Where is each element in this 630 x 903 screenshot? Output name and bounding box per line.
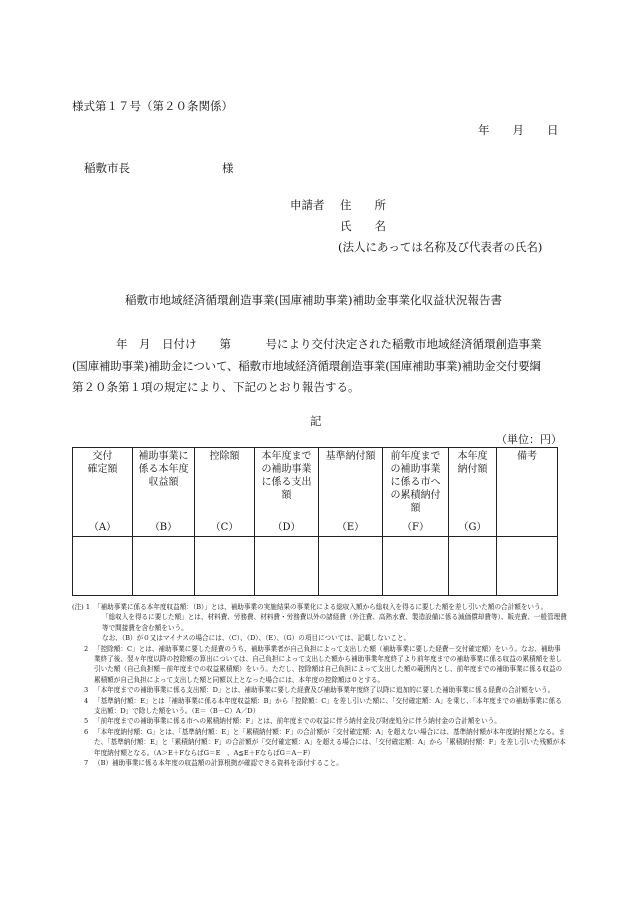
note-text: 「本年度納付額：G」とは、「基準納付額：E」と「累積納付額：F」の合計額が「交付確定額：A」を超えない場合には、基準納付額が本年度納付額となる。また、「基準納付額：E」と「累積納付額：F」の合計額が「交付確定額：A」を超える場合には、「交付確定額：A」から「累積納付額：F」を差し引いた残額が本年度納付額となる。（A＞E＋FならばG＝E 、A≦E＋FならばG＝A－F）	[94, 727, 566, 757]
col-g-letter: （G）	[458, 522, 487, 533]
form-number: 様式第１７号（第２０条関係）	[72, 99, 233, 113]
note-item	[72, 716, 567, 726]
note-item	[72, 633, 567, 643]
note-text: 「控除額：C」とは、補助事業に要した経費のうち、補助事業者が自己負担によって支出した額（補助事業に要した経費－交付確定額）をいう。なお、補助事業終了後、翌々年度以降の控除額の算出については、自己負担によって支出した額から補助事業年度終了より前年度までの補助事業に係る収益の累積額を差し引いた額（自己負担額－前年度までの収益累積額）をいう。ただし、控除額は自己負担によって支出した額の範囲内とし、前年度までの補助事業に係る収益の累積額が自己負担によって支出した額と同額以上となった場合には、本年度の控除額は０とする。	[94, 644, 563, 684]
col-header-g	[449, 448, 497, 537]
col-b-letter: （B）	[149, 522, 178, 533]
cell-remarks-value[interactable]	[497, 537, 558, 596]
note-mark: 6	[84, 727, 89, 736]
note-text: 「総収入を得るに要した額」とは、材料費、労務費、材料費・労務費以外の諸経費（外注費、高熱水費、製造設備に係る減価償却費等）、販売費、一般管理費等で間接費を含む額をいう。	[102, 613, 567, 632]
note-mark: 7	[84, 759, 89, 768]
document-title: 稲敷市地域経済循環創造事業(国庫補助事業)補助金事業化収益状況報告書	[125, 293, 502, 307]
col-c-label: 控除額	[209, 451, 240, 462]
cell-a-value[interactable]	[73, 537, 133, 596]
cell-b-value[interactable]	[133, 537, 195, 596]
date-line: 年 月 日	[478, 123, 559, 137]
col-a-label: 交付 確定額	[87, 451, 118, 475]
note-item	[72, 644, 567, 686]
cell-g-value[interactable]	[449, 537, 497, 596]
col-b-label: 補助事業に 係る本年度 収益額	[138, 451, 189, 488]
cell-f-value[interactable]	[383, 537, 449, 596]
note-mark: (注) 1	[72, 603, 91, 611]
col-a-letter: （A）	[88, 522, 117, 533]
address-label: 住 所	[340, 198, 386, 212]
note-item	[72, 685, 567, 695]
note-text: 「本年度までの補助事業に係る支出額：D」とは、補助事業に要した経費及び補助事業年度終了以降に追加的に要した補助事業に係る経費の合計額をいう。	[94, 686, 555, 695]
note-text: 「補助事業に係る本年度収益額：（B）」とは、補助事業の実施結果の事業化による総収入額から総収入を得るに要した額を差し引いた額の合計額をいう。	[94, 603, 548, 611]
ki-marker: 記	[310, 414, 322, 428]
note-item	[72, 602, 567, 612]
col-header-remarks	[497, 448, 558, 537]
cell-e-value[interactable]	[319, 537, 383, 596]
applicant-note: (法人にあっては名称及び代表者の氏名)	[338, 240, 543, 254]
col-header-a	[73, 448, 133, 537]
note-item	[72, 727, 567, 758]
col-remarks-label: 備考	[517, 451, 537, 462]
col-header-d	[255, 448, 319, 537]
col-header-e	[319, 448, 383, 537]
table-data-row	[73, 537, 558, 596]
body-line-1: 年 月 日付け 第 号により交付決定された稲敷市地域経済循環創造事業	[116, 337, 542, 351]
note-mark: 5	[84, 717, 89, 726]
applicant-label: 申請者	[290, 198, 325, 212]
body-line-2: (国庫補助事業)補助金について、稲敷市地域経済循環創造事業(国庫補助事業)補助金交付要綱	[72, 359, 541, 373]
col-d-letter: （D）	[272, 522, 301, 533]
col-f-letter: （F）	[402, 522, 429, 533]
note-text: 「前年度までの補助事業に係る市への累積納付額：F」とは、前年度までの収益に伴う納付金及び財産処分に伴う納付金の合計額をいう。	[94, 717, 501, 726]
addressee: 稲敷市長 様	[84, 161, 234, 175]
cell-c-value[interactable]	[195, 537, 255, 596]
col-header-c	[195, 448, 255, 537]
note-mark: 2	[84, 644, 89, 653]
note-mark: 3	[84, 686, 89, 695]
note-item	[72, 696, 567, 717]
report-table	[72, 447, 558, 596]
cell-d-value[interactable]	[255, 537, 319, 596]
col-header-f	[383, 448, 449, 537]
unit-label: （単位：円）	[496, 433, 562, 446]
col-e-label: 基準納付額	[325, 451, 376, 462]
table-header-row	[73, 448, 558, 537]
col-d-label: 本年度まで の補助事業 に係る支出 額	[261, 451, 312, 501]
note-text: なお、（B）が０又はマイナスの場合には、（C）、（D）、（E）、（G）の項目については、記載しないこと。	[102, 634, 411, 643]
col-e-letter: （E）	[336, 522, 365, 533]
note-text: （B）補助事業に係る本年度の収益額の計算根拠が確認できる資料を添付すること。	[94, 759, 343, 768]
note-text: 「基準納付額：E」とは「補助事業に係る本年度収益額：B」から「控除額：C」を差し引いた額に、「交付確定額：A」を乗じ、「本年度までの補助事業に係る支出額：D」で除した額をいう。（E＝（B－C）A／D）	[94, 696, 562, 716]
col-g-label: 本年度 納付額	[457, 451, 488, 475]
notes-section	[72, 602, 567, 769]
name-label: 氏 名	[340, 219, 386, 233]
note-item	[72, 758, 567, 768]
note-item	[72, 612, 567, 633]
body-line-3: 第２０条第１項の規定により、下記のとおり報告する。	[72, 380, 360, 394]
col-c-letter: （C）	[210, 522, 239, 533]
col-header-b	[133, 448, 195, 537]
col-f-label: 前年度まで の補助事業 に係る市へ の累積納付 額	[390, 451, 441, 514]
note-mark: 4	[84, 696, 89, 705]
